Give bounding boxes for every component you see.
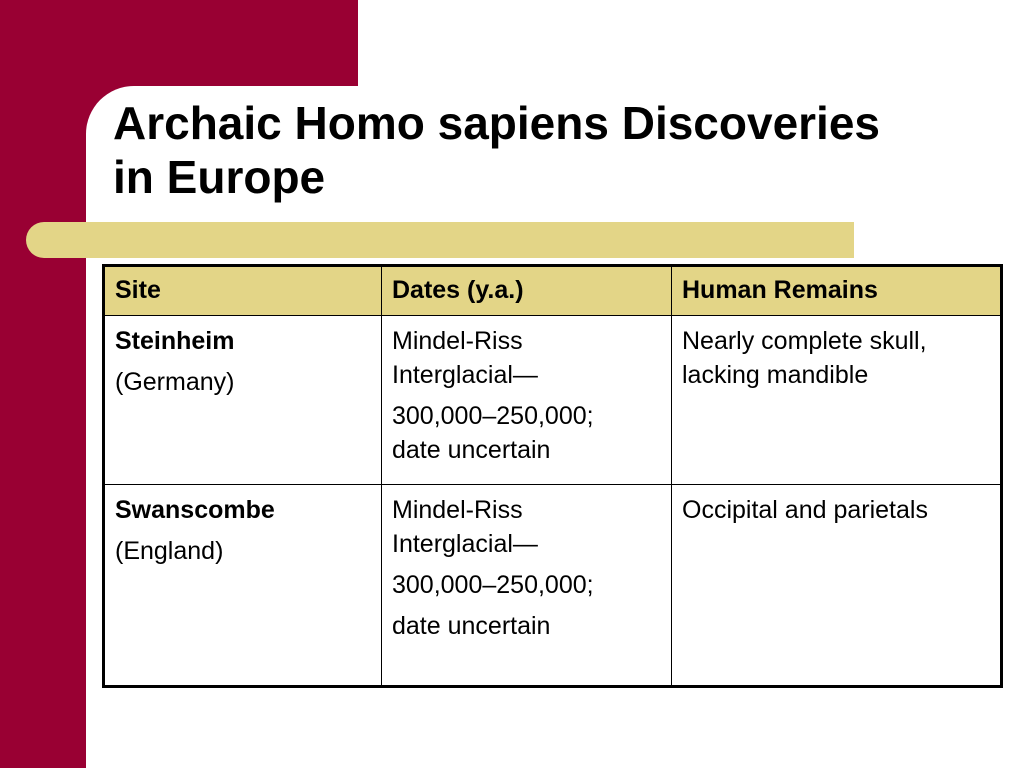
date-text: date uncertain <box>392 436 551 464</box>
table-header-row <box>104 266 1002 316</box>
discoveries-table <box>102 264 1003 688</box>
date-text: date uncertain <box>392 612 551 640</box>
site-name: Steinheim <box>115 327 235 355</box>
site-cell <box>104 316 382 485</box>
dates-cell <box>382 316 672 485</box>
date-text: Mindel-Riss <box>392 327 523 355</box>
table-row <box>104 316 1002 485</box>
dates-cell <box>382 485 672 687</box>
remains-text: Occipital and parietals <box>682 496 928 524</box>
accent-bar <box>26 222 854 258</box>
remains-text: Nearly complete skull, <box>682 327 927 355</box>
site-country: (Germany) <box>115 368 235 396</box>
header-dates: Dates (y.a.) <box>382 266 672 316</box>
table-row <box>104 485 1002 687</box>
date-text: Interglacial— <box>392 361 538 389</box>
slide-title <box>113 96 993 204</box>
header-human-remains: Human Remains <box>672 266 1002 316</box>
slide-title-line-1: Archaic Homo sapiens Discoveries <box>113 97 880 149</box>
date-text: 300,000–250,000; <box>392 571 594 599</box>
date-text: 300,000–250,000; <box>392 402 594 430</box>
date-text: Mindel-Riss <box>392 496 523 524</box>
date-text: Interglacial— <box>392 530 538 558</box>
site-country: (England) <box>115 537 224 565</box>
site-name: Swanscombe <box>115 496 275 524</box>
slide-title-line-2: in Europe <box>113 151 326 203</box>
remains-text: lacking mandible <box>682 361 869 389</box>
remains-cell <box>672 485 1002 687</box>
remains-cell <box>672 316 1002 485</box>
header-site: Site <box>104 266 382 316</box>
site-cell <box>104 485 382 687</box>
